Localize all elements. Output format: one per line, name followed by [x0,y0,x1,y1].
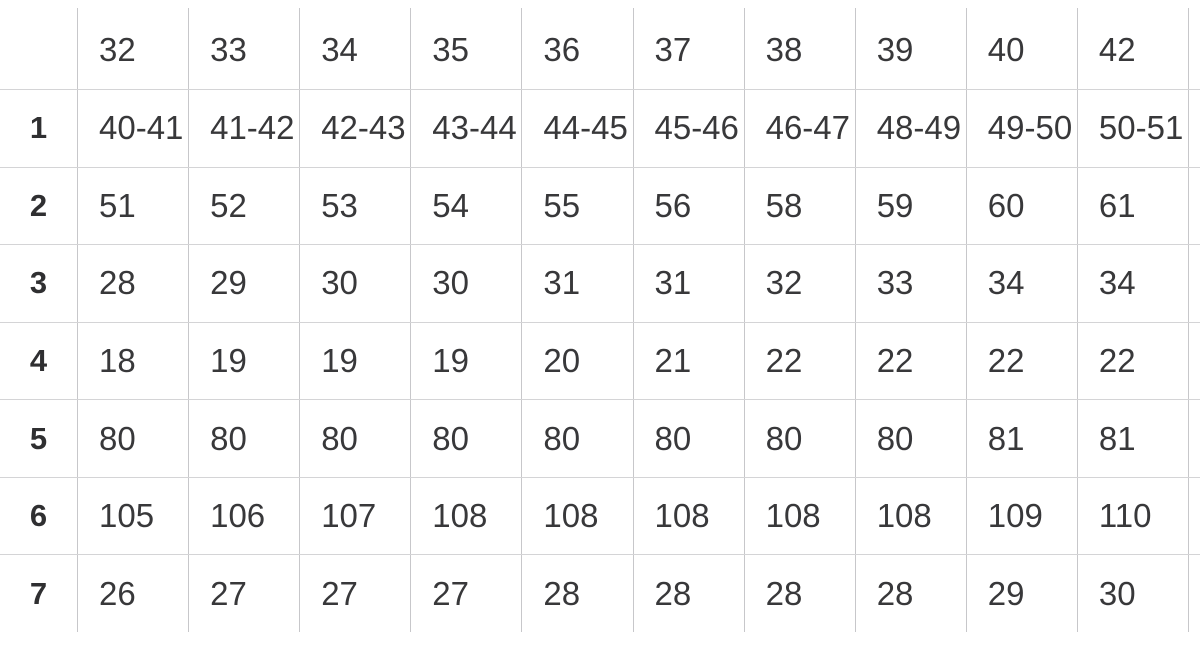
table-cell: 28 [99,264,136,302]
table-cell: 20 [543,341,581,379]
table-cell: 18 [99,341,136,379]
table-cell: 44-45 [543,109,628,147]
table-cell: 55 [543,186,581,224]
table-cell: 49-50 [987,109,1073,147]
table-cell: 19 [321,341,358,379]
row-label: 3 [29,265,48,301]
table-cell: 108 [543,497,599,535]
table-cell: 105 [99,497,155,535]
column-separator-line [1188,8,1189,632]
table-cell: 80 [99,419,136,457]
table-cell: 48-49 [876,109,962,147]
table-cell: 81 [987,419,1025,457]
column-header: 34 [321,31,358,68]
table-cell: 81 [1098,419,1136,457]
table-cell: 40-41 [99,109,184,147]
table-cell: 30 [1098,574,1136,612]
column-header: 40 [987,31,1025,68]
table-cell: 29 [987,574,1025,612]
column-header: 36 [543,31,581,68]
table-cell: 52 [210,186,247,224]
table-cell: 34 [1098,264,1136,302]
table-cell: 41-42 [210,109,295,147]
table-cell: 27 [432,574,470,612]
table-cell: 19 [432,341,470,379]
table-cell: 108 [432,497,488,535]
table-cell: 54 [432,186,470,224]
table-cell: 50-51 [1098,109,1184,147]
table-cell: 80 [543,419,581,457]
table-cell: 28 [765,574,803,612]
table-cell: 60 [987,186,1025,224]
table-cell: 29 [210,264,247,302]
table-cell: 43-44 [432,109,517,147]
table-cell: 22 [876,341,914,379]
table-corner-cell [0,0,77,89]
table-cell: 31 [654,264,692,302]
table-cell: 28 [876,574,914,612]
table-cell: 26 [99,574,136,612]
table-cell: 22 [765,341,803,379]
table-cell: 19 [210,341,247,379]
table-cell: 61 [1098,186,1136,224]
table-cell: 107 [321,497,377,535]
column-header: 33 [210,31,247,68]
table-cell: 21 [654,341,692,379]
table-cell: 28 [543,574,581,612]
table-cell: 30 [432,264,470,302]
table-cell: 34 [987,264,1025,302]
table-cell: 27 [210,574,247,612]
table-cell: 42-43 [321,109,406,147]
table-cell: 53 [321,186,358,224]
table-cell: 80 [876,419,914,457]
table-cell: 32 [765,264,803,302]
table-cell: 45-46 [654,109,739,147]
table-cell: 108 [765,497,821,535]
table-cell: 110 [1098,497,1152,535]
row-label: 4 [29,342,48,378]
table-cell: 22 [987,341,1025,379]
table-cell: 56 [654,186,692,224]
column-header: 35 [432,31,470,68]
table-cell: 31 [543,264,581,302]
table-cell: 51 [99,186,136,224]
table-cell: 108 [654,497,710,535]
column-header: 32 [99,31,136,68]
table-cell: 30 [321,264,358,302]
table-cell: 109 [987,497,1043,535]
column-header: 39 [876,31,914,68]
row-label: 5 [29,420,48,456]
table-cell: 106 [210,497,266,535]
table-cell: 22 [1098,341,1136,379]
table-cell: 80 [654,419,692,457]
table-cell: 58 [765,186,803,224]
row-label: 7 [29,575,48,611]
table-cell: 28 [654,574,692,612]
table-cell: 80 [432,419,470,457]
column-header: 38 [765,31,803,68]
table-cell: 33 [876,264,914,302]
table-cell: 108 [876,497,932,535]
row-label: 6 [29,498,48,534]
column-header: 37 [654,31,692,68]
column-header: 42 [1098,31,1136,68]
table-cell: 27 [321,574,358,612]
row-label: 1 [29,110,48,146]
row-label: 2 [29,187,48,223]
table-cell: 46-47 [765,109,850,147]
table-cell: 80 [210,419,247,457]
table-cell: 80 [765,419,803,457]
table-cell: 59 [876,186,914,224]
table-cell: 80 [321,419,358,457]
